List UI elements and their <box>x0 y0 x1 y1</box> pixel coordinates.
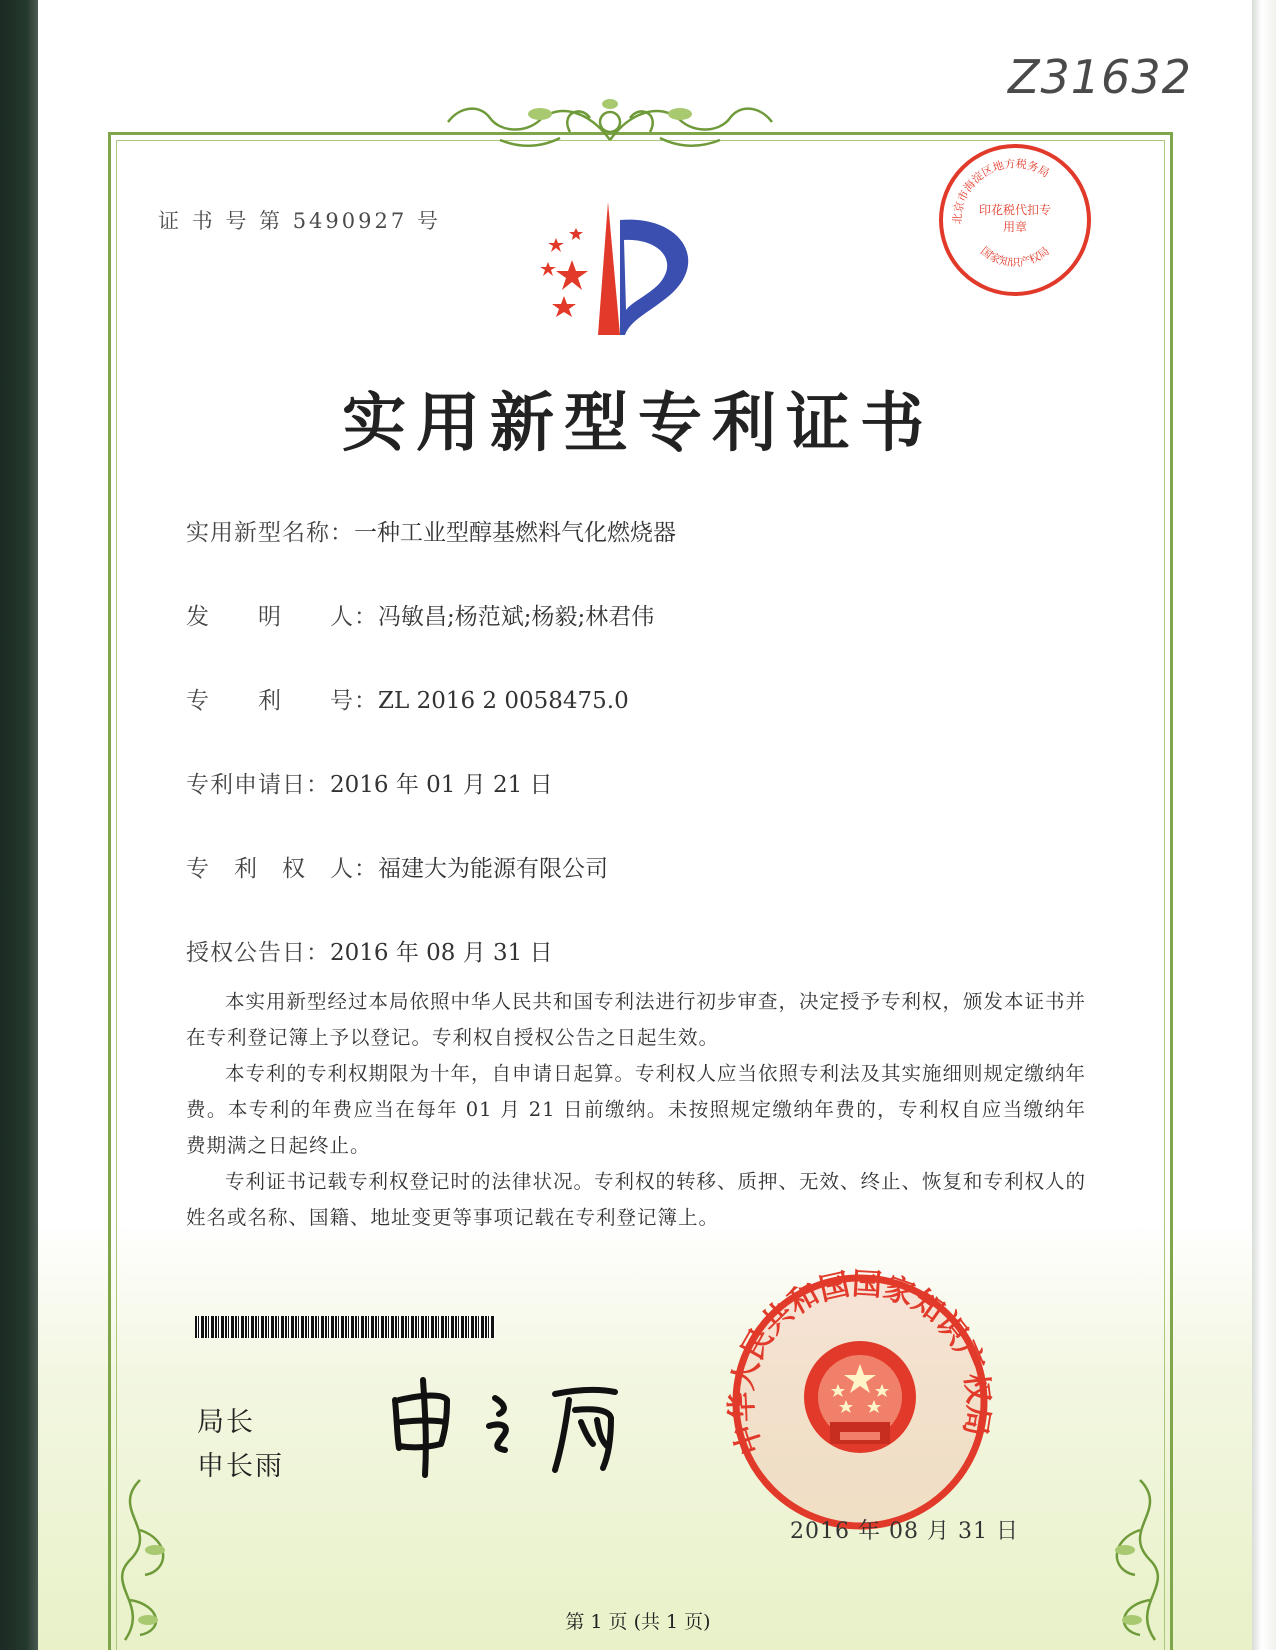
top-ornament <box>440 92 780 154</box>
field-value: 冯敏昌;杨范斌;杨毅;林君伟 <box>378 604 655 630</box>
field-value: ZL 2016 2 0058475.0 <box>378 688 629 714</box>
certificate-title: 实用新型专利证书 <box>342 387 934 461</box>
body-paragraph-1: 本实用新型经过本局依照中华人民共和国专利法进行初步审查，决定授予专利权，颁发本证书并在专利登记簿上予以登记。专利权自授权公告之日起生效。 <box>186 990 1087 1049</box>
field-inventors <box>186 598 654 631</box>
handwritten-signature <box>385 1370 645 1480</box>
svg-text:北京市海淀区地方税务局: 北京市海淀区地方税务局 <box>950 157 1052 225</box>
director-name: 申长雨 <box>197 1451 284 1482</box>
field-value: 2016 年 08 月 31 日 <box>330 940 553 966</box>
field-label: 实用新型名称： <box>186 520 354 546</box>
barcode <box>195 1316 495 1338</box>
field-patent-number <box>186 682 629 715</box>
patent-office-logo <box>520 200 700 340</box>
field-value: 一种工业型醇基燃料气化燃烧器 <box>354 520 676 546</box>
director-title: 局长 <box>197 1407 255 1438</box>
field-value: 2016 年 01 月 21 日 <box>330 772 553 798</box>
field-label: 专 利 号： <box>186 688 378 714</box>
book-cover-left <box>0 0 38 1650</box>
page-edge-right <box>1252 0 1276 1650</box>
certificate-number: 证 书 号 第 5490927 号 <box>158 209 441 233</box>
page-indicator: 第 1 页 (共 1 页) <box>565 1611 711 1633</box>
field-grant-date <box>186 934 553 967</box>
field-label: 专利申请日： <box>186 772 330 798</box>
field-utility-model-name <box>186 514 676 547</box>
field-label: 授权公告日： <box>186 940 330 966</box>
field-value: 福建大为能源有限公司 <box>378 856 608 882</box>
body-paragraph-2: 本专利的专利权期限为十年，自申请日起算。专利权人应当依照专利法及其实施细则规定缴纳年费。本专利的年费应当在每年 01 月 21 日前缴纳。未按照规定缴纳年费的，专利权自应当缴纳年费期满之日起终止。 <box>186 1062 1087 1157</box>
field-label: 专 利 权 人： <box>186 856 378 882</box>
tax-seal-center-text: 印花税代扣专用章 <box>978 203 1051 234</box>
field-patentee <box>186 850 608 883</box>
svg-text:中华人民共和国国家知识产权局: 中华人民共和国国家知识产权局 <box>724 1266 996 1459</box>
national-ip-office-seal <box>724 1266 996 1532</box>
field-label: 发 明 人： <box>186 604 378 630</box>
svg-text:国家知识产权局: 国家知识产权局 <box>977 244 1052 270</box>
field-application-date <box>186 766 553 799</box>
tax-stamp-seal <box>935 140 1095 300</box>
handwritten-archive-number: Z31632 <box>1008 50 1192 104</box>
body-paragraph-3: 专利证书记载专利权登记时的法律状况。专利权的转移、质押、无效、终止、恢复和专利权人的姓名或名称、国籍、地址变更等事项记载在专利登记簿上。 <box>186 1170 1087 1229</box>
seal-issue-date: 2016 年 08 月 31 日 <box>790 1519 1019 1544</box>
